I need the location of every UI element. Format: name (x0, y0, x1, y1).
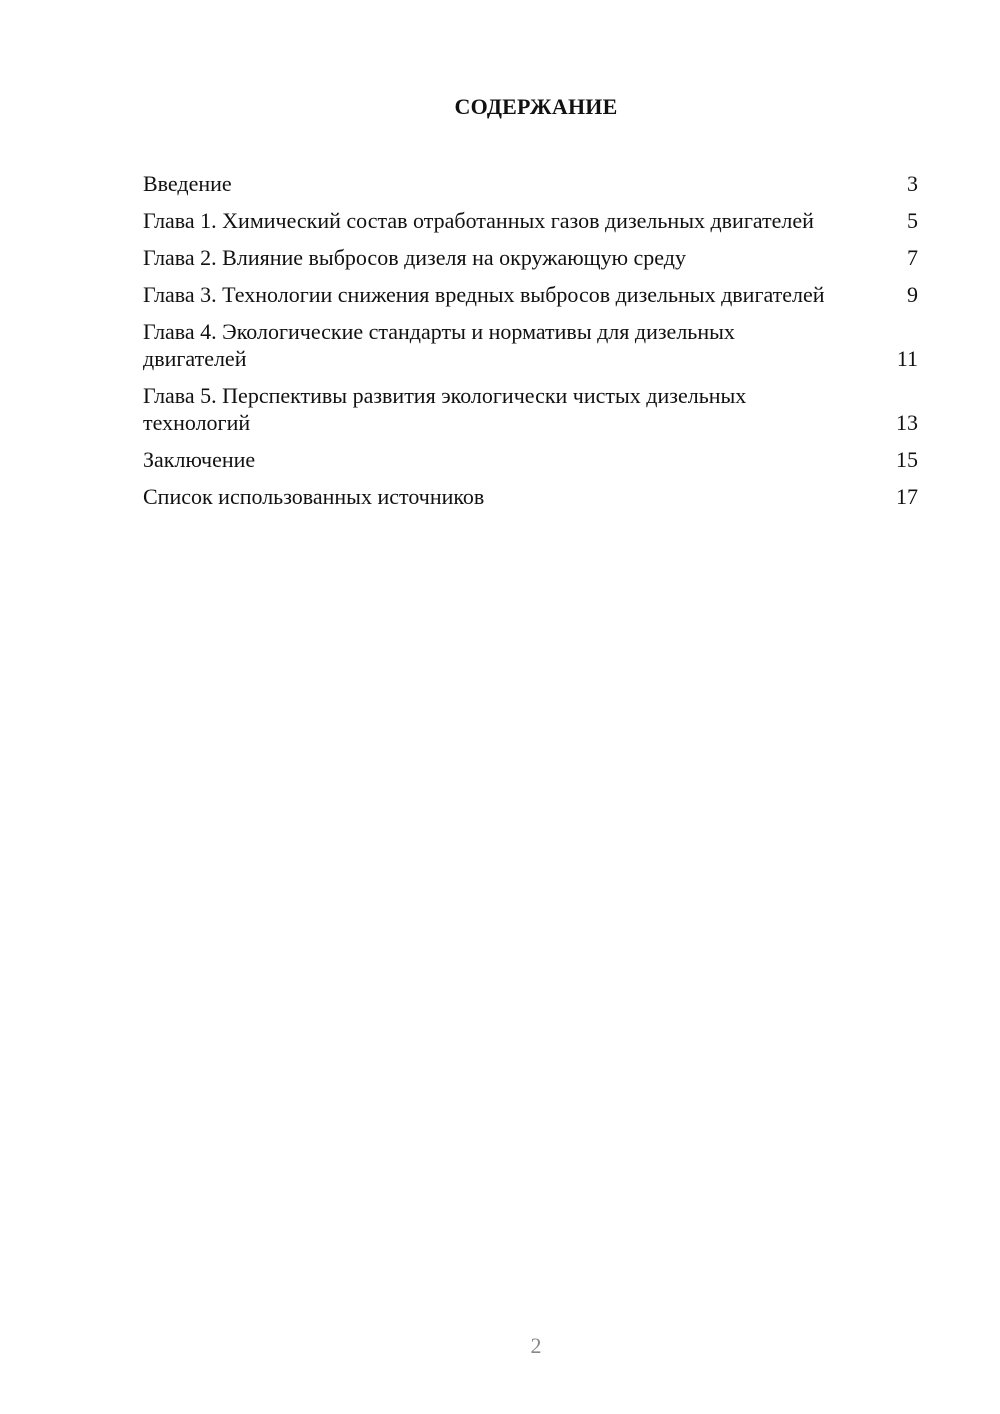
toc-entry-references[interactable] (143, 483, 918, 510)
toc-entry-page: 15 (896, 447, 918, 472)
toc-entry-text: Список использованных источников (143, 484, 485, 509)
toc-entry-text: Глава 5. Перспективы развития экологически чистых дизельных технологий (143, 383, 747, 435)
toc-entry-page: 13 (896, 410, 918, 435)
toc-entry-page: 7 (907, 245, 918, 270)
toc-entry-page: 9 (907, 282, 918, 307)
toc-entry-page: 11 (896, 346, 918, 371)
toc-entry-text: Глава 2. Влияние выбросов дизеля на окружающую среду (143, 245, 686, 270)
toc-entry-page: 5 (907, 208, 918, 233)
toc-entry-page: 3 (907, 171, 918, 196)
toc-entry-chapter-1[interactable] (143, 207, 918, 234)
toc-entry-chapter-5[interactable] (143, 382, 918, 436)
page-title: СОДЕРЖАНИЕ (454, 94, 618, 119)
toc-entry-chapter-3[interactable] (143, 281, 918, 308)
table-of-contents (143, 170, 918, 520)
toc-entry-text: Заключение (143, 447, 256, 472)
toc-entry-conclusion[interactable] (143, 446, 918, 473)
toc-entry-page: 17 (896, 484, 918, 509)
toc-entry-text: Глава 3. Технологии снижения вредных выбросов дизельных двигателей (143, 282, 825, 307)
toc-entry-introduction[interactable] (143, 170, 918, 197)
toc-entry-chapter-2[interactable] (143, 244, 918, 271)
toc-entry-text: Глава 1. Химический состав отработанных газов дизельных двигателей (143, 208, 814, 233)
toc-entry-text: Глава 4. Экологические стандарты и нормативы для дизельных двигателей (143, 319, 735, 371)
toc-entry-chapter-4[interactable] (143, 318, 918, 372)
page-number: 2 (530, 1333, 542, 1358)
toc-entry-text: Введение (143, 171, 232, 196)
